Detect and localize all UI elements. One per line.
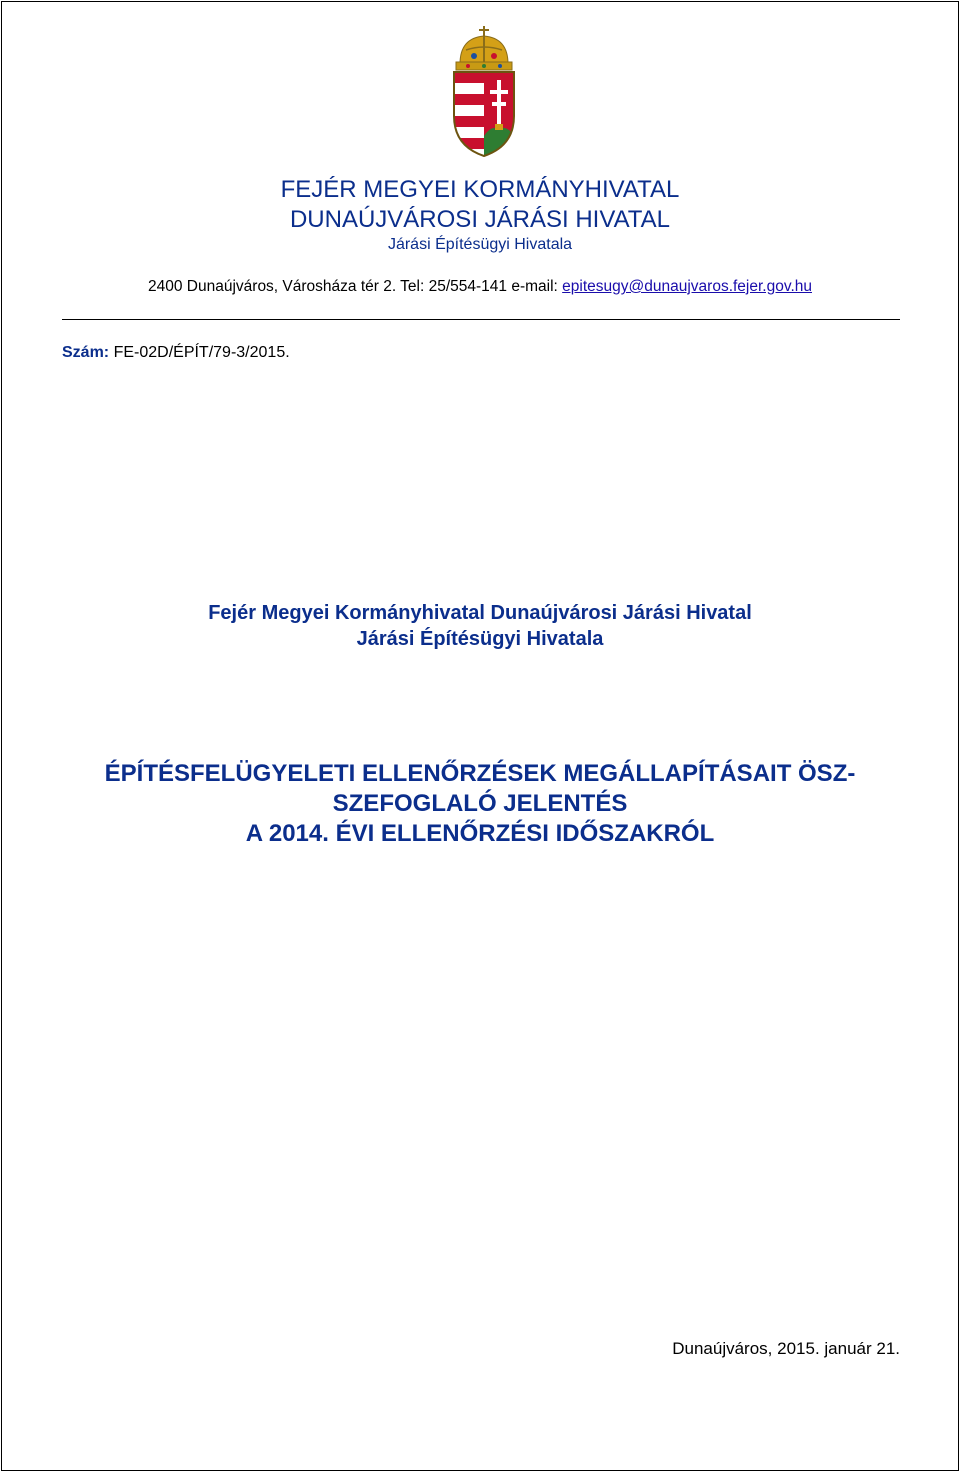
header-district-office: DUNAÚJVÁROSI JÁRÁSI HIVATAL [289, 206, 671, 233]
report-title-line1: ÉPÍTÉSFELÜGYELETI ELLENŐRZÉSEK MEGÁLLAPÍTÁSAIT ÖSZ- [104, 760, 856, 787]
reference-label: Szám: [62, 344, 110, 361]
email-link[interactable]: epitesugy@dunaujvaros.fejer.gov.hu [562, 278, 812, 295]
report-title-line2: SZEFOGLALÓ JELENTÉS [332, 790, 628, 817]
header-divider [62, 319, 900, 320]
document-page [1, 1, 959, 1471]
reference-value: FE-02D/ÉPÍT/79-3/2015. [109, 344, 290, 361]
hungarian-coat-of-arms-icon [446, 24, 522, 160]
organization-unit: Járási Építésügyi Hivatala [356, 628, 604, 650]
header-building-authority: Járási Építésügyi Hivatala [387, 236, 573, 253]
document-date: Dunaújváros, 2015. január 21. [672, 1339, 900, 1358]
header-office-name: FEJÉR MEGYEI KORMÁNYHIVATAL [280, 176, 680, 203]
contact-address [2, 278, 958, 296]
organization-name: Fejér Megyei Kormányhivatal Dunaújvárosi Járási Hivatal [208, 602, 752, 624]
reference-number [62, 344, 290, 362]
report-title-line3: A 2014. ÉVI ELLENŐRZÉSI IDŐSZAKRÓL [245, 820, 715, 847]
address-text: 2400 Dunaújváros, Városháza tér 2. Tel: 25/554-141 e-mail: [148, 278, 563, 295]
